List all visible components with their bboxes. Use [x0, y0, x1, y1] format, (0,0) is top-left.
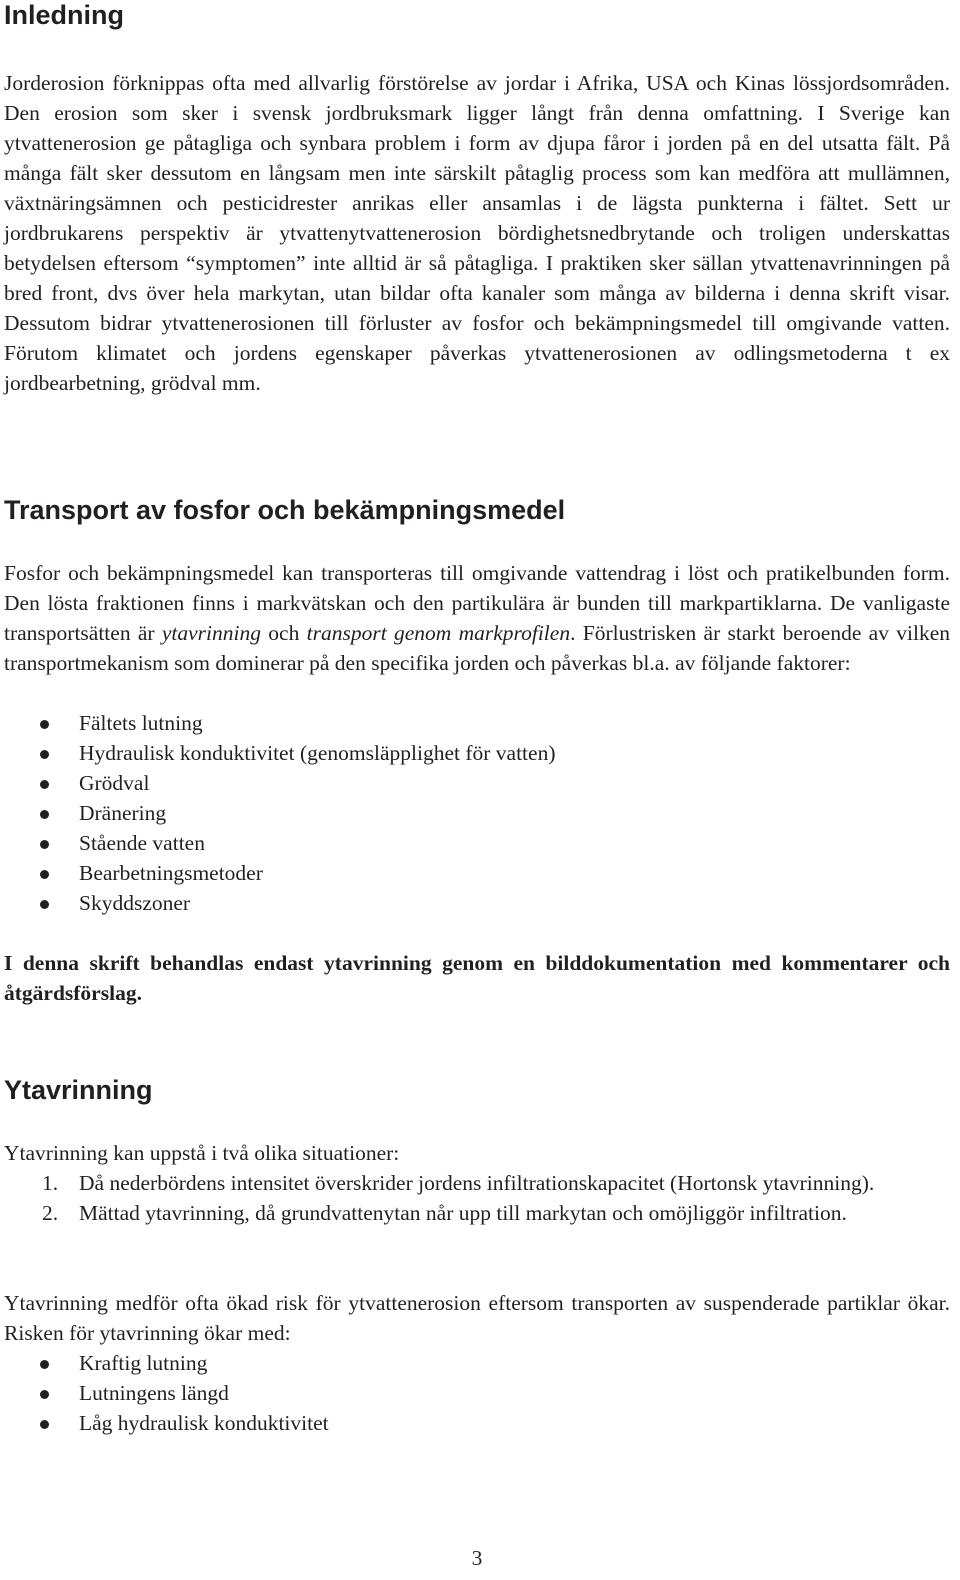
list-item: Kraftig lutning	[4, 1348, 950, 1378]
list-item: 1. Då nederbördens intensitet överskrider jordens infiltrationskapacitet (Hortonsk ytavrinning).	[4, 1168, 950, 1198]
bullet-icon	[40, 870, 49, 879]
runoff-intro: Ytavrinning kan uppstå i två olika situationer:	[4, 1141, 400, 1165]
heading-ytavrinning: Ytavrinning	[4, 1075, 153, 1105]
bullet-icon	[40, 1360, 49, 1369]
runoff-risk-paragraph: Ytavrinning medför ofta ökad risk för ytvattenerosion eftersom transporten av suspenderade partiklar ökar. Risken för ytavrinning ökar med:	[4, 1291, 950, 1345]
list-number: 2.	[42, 1201, 59, 1225]
transport-text-2: och	[261, 621, 307, 645]
bullet-icon	[40, 840, 49, 849]
transport-text-1: Fosfor och bekämpningsmedel kan transporteras till omgivande vattendrag i löst och pratikelbunden form. Den lösta fraktionen finns i markvätskan och den partikulära är bunden till markpartiklarna. De vanligaste transportsätten är	[4, 561, 950, 645]
heading-inledning: Inledning	[4, 0, 124, 30]
bullet-icon	[40, 720, 49, 729]
scope-note: I denna skrift behandlas endast ytavrinning genom en bilddokumentation med kommentarer och åtgärdsförslag.	[4, 951, 950, 1005]
list-item: Hydraulisk konduktivitet (genomsläpplighet för vatten)	[4, 738, 950, 768]
list-item: Stående vatten	[4, 828, 950, 858]
situation-list	[4, 1168, 950, 1228]
transport-term-ytavrinning: ytavrinning	[161, 621, 261, 645]
intro-paragraph: Jorderosion förknippas ofta med allvarlig förstörelse av jordar i Afrika, USA och Kinas lössjordsområden. Den erosion som sker i svensk jordbruksmark ligger långt från denna omfattning. I Sverige kan ytvattenerosion ge påtagliga och synbara problem i form av djupa fåror i jorden på en del utsatta fält. På många fält sker dessutom en långsam men inte särskilt påtaglig process som kan medföra att mullämnen, växtnäringsämnen och pesticidrester anrikas eller ansamlas i de lägsta punkterna i fältet. Sett ur jordbrukarens perspektiv är ytvattenytvattenerosion bördighetsnedbrytande och troligen underskattas betydelsen eftersom “symptomen” inte alltid är så påtagliga. I praktiken sker sällan ytvattenavrinningen på bred front, dvs över hela markytan, utan bildar ofta kanaler som många av bilderna i denna skrift visar. Dessutom bidrar ytvattenerosionen till förluster av fosfor och bekämpningsmedel till omgivande vatten. Förutom klimatet och jordens egenskaper påverkas ytvattenerosionen av odlingsmetoderna t ex jordbearbetning, grödval mm.	[4, 71, 950, 395]
list-item: Grödval	[4, 768, 950, 798]
factor-list	[4, 708, 950, 918]
page-number: 3	[471, 1546, 483, 1570]
bullet-icon	[40, 750, 49, 759]
list-item: 2. Mättad ytavrinning, då grundvattenytan når upp till markytan och omöjliggör infiltration.	[4, 1198, 950, 1228]
bullet-icon	[40, 1420, 49, 1429]
transport-term-markprofilen: transport genom markprofilen	[306, 621, 571, 645]
list-item: Bearbetningsmetoder	[4, 858, 950, 888]
list-item: Låg hydraulisk konduktivitet	[4, 1408, 950, 1438]
list-item: Fältets lutning	[4, 708, 950, 738]
transport-paragraph	[4, 558, 950, 678]
bullet-icon	[40, 1390, 49, 1399]
bullet-icon	[40, 810, 49, 819]
transport-text-3: . Förlustrisken är starkt beroende av vilken transportmekanism som dominerar på den specifika jorden och påverkas bl.a. av följande faktorer:	[4, 621, 950, 675]
list-item: Lutningens längd	[4, 1378, 950, 1408]
bullet-icon	[40, 900, 49, 909]
list-number: 1.	[42, 1171, 59, 1195]
list-item: Dränering	[4, 798, 950, 828]
list-item: Skyddszoner	[4, 888, 950, 918]
bullet-icon	[40, 780, 49, 789]
risk-list	[4, 1348, 950, 1438]
heading-transport: Transport av fosfor och bekämpningsmedel	[4, 495, 566, 525]
document-page	[4, 0, 950, 1580]
